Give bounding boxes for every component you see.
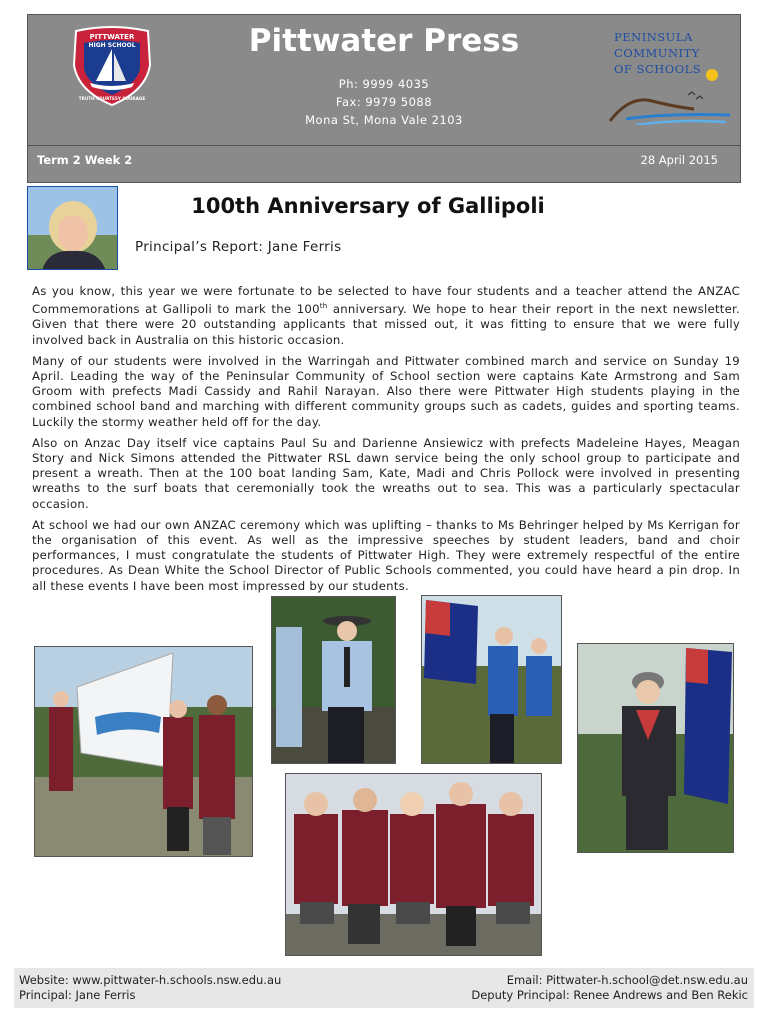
article-headline: 100th Anniversary of Gallipoli	[191, 194, 545, 218]
paragraph-2: Many of our students were involved in the Warringah and Pittwater combined march and service on Sunday 19 April. Leading the way of the Peninsular Community of School section were captains Kate Armstrong and Sam Groom with prefects Madi Cassidy and Rahil Narayan. Also there were Pittwater High students playing in the combined school band and marching with different community groups such as cadets, guides and sporting teams. Luckily the stormy weather held off for the day.	[32, 353, 740, 429]
photo-scout-with-flag	[577, 643, 734, 853]
crest-line-1: PITTWATER	[89, 33, 135, 41]
crest-line-2: HIGH SCHOOL	[88, 42, 136, 49]
principal-portrait-photo	[27, 186, 118, 270]
term-week: Term 2 Week 2	[37, 153, 133, 167]
school-address: Mona St, Mona Vale 2103	[305, 113, 463, 127]
crest-motto: TRUTH COURTESY COURAGE	[78, 96, 146, 101]
phone-number: Ph: 9999 4035	[338, 77, 430, 91]
issue-date: 28 April 2015	[640, 153, 718, 167]
newsletter-title: Pittwater Press	[248, 23, 520, 59]
article-byline: Principal’s Report: Jane Ferris	[135, 239, 342, 255]
footer-email-link[interactable]: Email: Pittwater-h.school@det.nsw.edu.au	[506, 973, 748, 987]
footer-deputy-principal: Deputy Principal: Renee Andrews and Ben Rekic	[471, 988, 748, 1002]
photo-march-banner	[34, 646, 253, 857]
article-body	[32, 284, 740, 600]
photo-flag-bearers	[421, 595, 562, 764]
footer-website-link[interactable]: Website: www.pittwater-h.schools.nsw.edu.au	[19, 973, 282, 987]
masthead	[27, 14, 741, 146]
pcs-line-2: COMMUNITY	[614, 46, 700, 60]
footer	[14, 968, 754, 1008]
peninsula-community-logo	[606, 29, 736, 125]
paragraph-3: Also on Anzac Day itself vice captains Paul Su and Darienne Ansiewicz with prefects Madeleine Hayes, Meagan Story and Nick Simons attended the Pittwater RSL dawn service being the only school group to participate and present a wreath. Then at the 100 boat landing Sam, Kate, Madi and Chris Pollock were involved in presenting wreaths to the surf boats that ceremonially took the wreaths out to sea. This was a particularly spectacular occasion.	[32, 435, 740, 511]
term-bar	[27, 146, 741, 183]
paragraph-4: At school we had our own ANZAC ceremony which was uplifting – thanks to Ms Behringer helped by Ms Kerrigan for the organisation of this event. As well as the impressive speeches by student leaders, band and choir performances, I must congratulate the students of Pittwater High. They were extremely respectful of the entire procedures. As Dean White the School Director of Public Schools commented, you could have heard a pin drop. In all these events I have been most impressed by our students.	[32, 517, 740, 593]
footer-principal: Principal: Jane Ferris	[19, 988, 136, 1002]
sun-icon	[706, 69, 718, 81]
pcs-line-3: OF SCHOOLS	[614, 62, 702, 76]
photo-student-leaders-group	[285, 773, 542, 956]
pcs-line-1: PENINSULA	[614, 30, 693, 44]
photo-dawn-service-cadet	[271, 596, 396, 764]
fax-number: Fax: 9979 5088	[335, 95, 433, 109]
paragraph-1: As you know, this year we were fortunate to be selected to have four students and a teacher attend the ANZAC Commemorations at Gallipoli to mark the 100th anniversary. We hope to hear their report in the next newsletter. Given that there were 20 outstanding applicants that missed out, it was fitting to ensure that we were fully involved back in Australia on this historic occasion.	[32, 284, 740, 347]
